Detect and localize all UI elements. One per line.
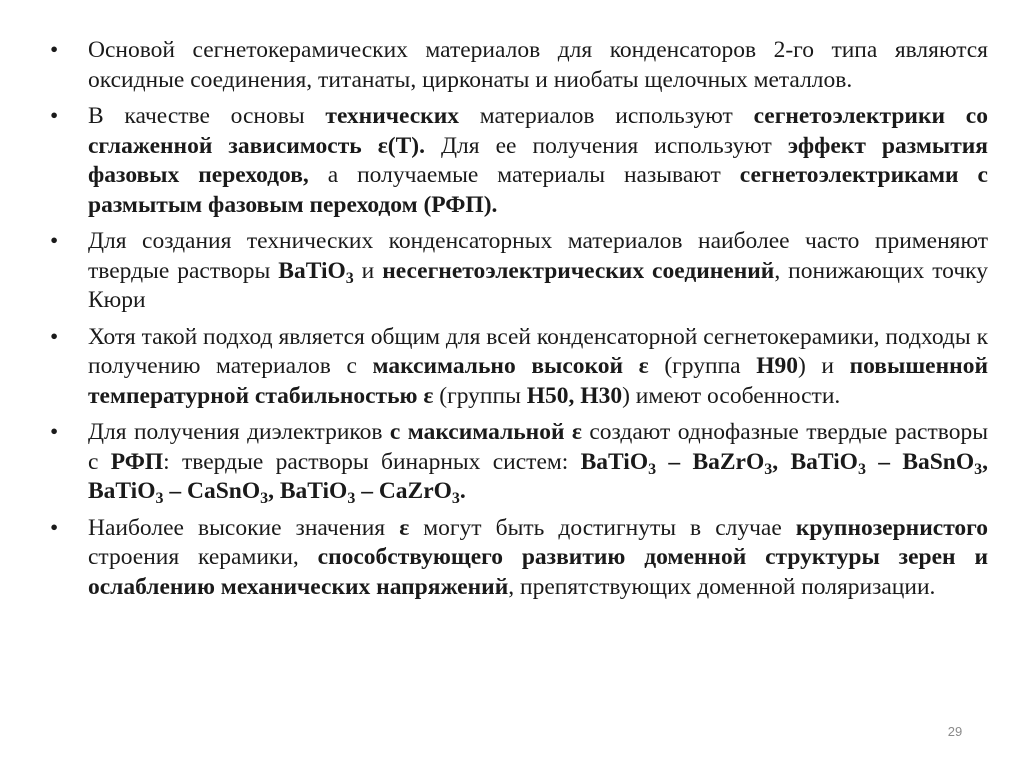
bullet-item bbox=[48, 227, 988, 316]
subscript bbox=[858, 460, 866, 477]
text-run: ) имеют особенности. bbox=[622, 382, 841, 409]
subscript bbox=[346, 269, 354, 286]
page-number: 29 bbox=[947, 724, 963, 739]
subscript-text: 3 bbox=[260, 489, 269, 507]
bold-text: способствующего развитию доменной структуры зерен и ослаблению механических напряжений bbox=[88, 544, 988, 600]
bold-text: повышенной температурной стабильностью ε bbox=[88, 353, 988, 409]
subscript-text: 3 bbox=[451, 489, 460, 507]
bold-text: технических bbox=[325, 103, 459, 129]
text-run: (группа bbox=[648, 353, 757, 379]
text-run: и bbox=[353, 257, 383, 284]
bullet-item bbox=[48, 36, 988, 95]
bullet-list bbox=[48, 36, 988, 602]
bold-text: – CaZrO bbox=[355, 478, 452, 504]
subscript-text: 3 bbox=[347, 489, 356, 507]
bold-text: , BaTiO bbox=[772, 448, 858, 475]
subscript-text: 3 bbox=[764, 460, 773, 478]
text-run: Основой сегнетокерамических материалов для конденсаторов 2-го типа являются оксидные соединения, титанаты, цирконаты и ниобаты щелочных металлов. bbox=[88, 37, 988, 93]
subscript bbox=[260, 490, 268, 507]
bold-text: – BaSnO bbox=[865, 448, 975, 475]
subscript bbox=[648, 460, 656, 477]
bold-text: крупнозернистого bbox=[795, 514, 989, 541]
text-run: а получаемые материалы называют bbox=[308, 162, 740, 188]
bullet-item bbox=[48, 418, 988, 507]
bold-text: , BaTiO bbox=[88, 448, 989, 504]
subscript-text: 3 bbox=[155, 489, 164, 507]
subscript-text: 3 bbox=[974, 460, 983, 478]
text-run: Хотя такой подход является общим для всей конденсаторной сегнетокерамики, подходы к получению материалов с bbox=[88, 323, 988, 379]
text-run: Для получения диэлектриков bbox=[88, 419, 390, 445]
text-run: могут быть достигнуты в случае bbox=[409, 514, 796, 541]
subscript-text: 3 bbox=[648, 460, 657, 478]
subscript bbox=[974, 460, 982, 477]
text-run: , препятствующих доменной поляризации. bbox=[508, 573, 936, 600]
text-run: материалов используют bbox=[459, 103, 754, 129]
text-run: строения керамики, bbox=[88, 544, 318, 570]
text-run: ) и bbox=[797, 353, 850, 379]
text-run: создают однофазные твердые растворы с bbox=[88, 419, 988, 475]
subscript-text: 3 bbox=[345, 269, 354, 287]
bullet-item bbox=[48, 514, 988, 603]
bold-text: максимально высокой ε bbox=[372, 353, 649, 379]
bold-text: Н50, Н30 bbox=[526, 382, 623, 409]
bold-text: РФП bbox=[110, 448, 164, 475]
bold-text: . bbox=[459, 478, 466, 504]
bullet-item bbox=[48, 323, 988, 412]
bold-text: BaTiO bbox=[278, 257, 346, 284]
text-run: , понижающих точку Кюри bbox=[88, 257, 988, 313]
text-run: Наиболее высокие значения bbox=[88, 514, 400, 541]
bold-text: сегнетоэлектриками с размытым фазовым переходом (РФП). bbox=[88, 162, 988, 218]
bold-text: Н90 bbox=[756, 353, 798, 379]
bold-text: сегнетоэлектрики со сглаженной зависимость ε(T). bbox=[88, 103, 988, 159]
text-run: : твердые растворы бинарных систем: bbox=[163, 448, 581, 475]
subscript-text: 3 bbox=[857, 460, 866, 478]
bold-text: – CaSnO bbox=[163, 478, 261, 504]
bold-text: BaTiO bbox=[580, 448, 649, 475]
bold-text: , BaTiO bbox=[268, 478, 348, 504]
bold-text: ε bbox=[399, 514, 410, 541]
text-run: Для создания технических конденсаторных материалов наиболее часто применяют твердые растворы bbox=[88, 228, 988, 284]
text-run: Для ее получения используют bbox=[424, 132, 788, 159]
bold-text: с максимальной ε bbox=[389, 419, 582, 445]
bullet-item bbox=[48, 102, 988, 220]
bold-text: – BaZrO bbox=[656, 448, 765, 475]
bold-text: несегнетоэлектрических соединений bbox=[382, 257, 775, 284]
bold-text: эффект размытия фазовых переходов, bbox=[88, 132, 989, 188]
text-run: В качестве основы bbox=[88, 103, 326, 129]
text-run: (группы bbox=[433, 382, 527, 409]
subscript bbox=[452, 490, 460, 507]
slide-content bbox=[48, 36, 988, 609]
